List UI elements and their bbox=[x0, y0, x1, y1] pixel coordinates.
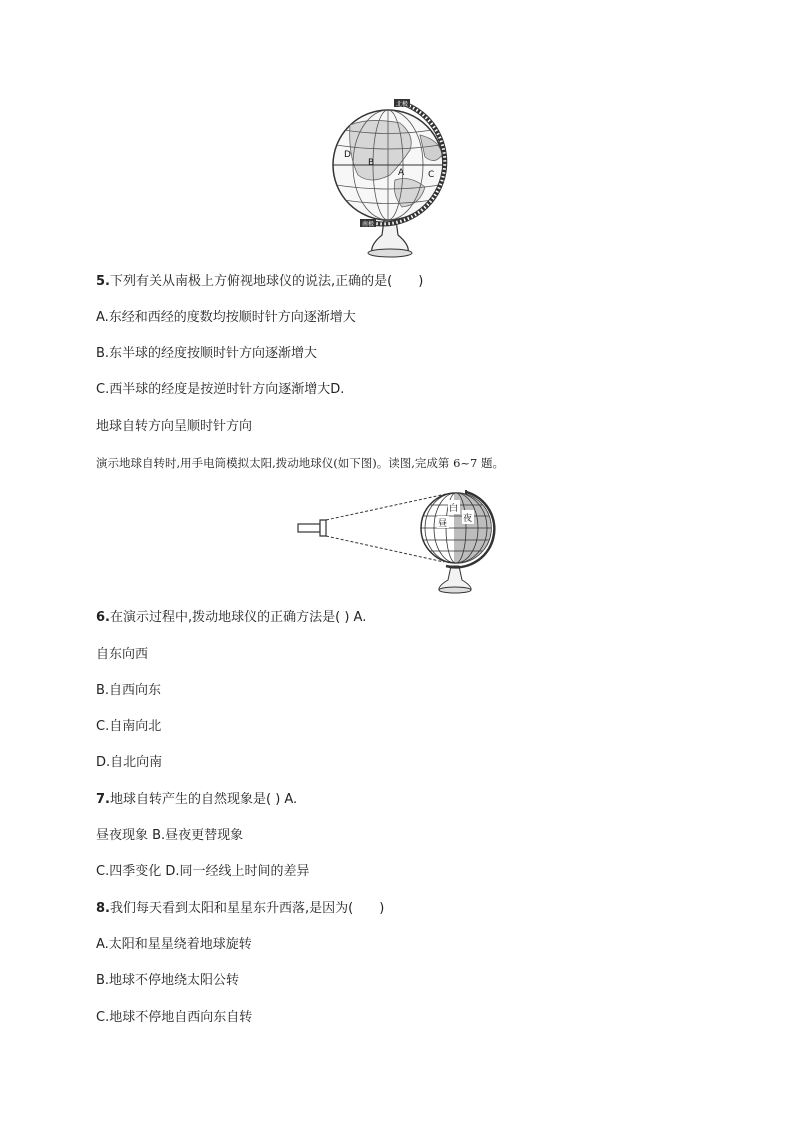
question-8-option-a: A.太阳和星星绕着地球旋转 bbox=[96, 937, 252, 952]
question-8-option-b: B.地球不停地绕太阳公转 bbox=[96, 973, 240, 988]
question-6-option-d: D.自北向南 bbox=[96, 755, 163, 770]
question-number: 8. bbox=[96, 901, 110, 916]
question-5-option-a: A.东经和西经的度数均按顺时针方向逐渐增大 bbox=[96, 310, 356, 325]
hemisphere-label: 昼 bbox=[438, 519, 448, 529]
question-5-option-c: C.西半球的经度是按逆时针方向逐渐增大D. bbox=[96, 382, 345, 397]
day-label: 白 bbox=[449, 504, 459, 514]
question-5-option-b: B.东半球的经度按顺时针方向逐渐增大 bbox=[96, 346, 318, 361]
night-label: 夜 bbox=[463, 514, 473, 524]
question-number: 5. bbox=[96, 274, 110, 289]
flashlight-globe-figure bbox=[296, 488, 501, 596]
globe-figure bbox=[330, 95, 465, 260]
question-number: 6. bbox=[96, 610, 110, 625]
question-number: 7. bbox=[96, 792, 110, 807]
point-label-a: A bbox=[398, 168, 405, 178]
question-6-option-b: B.自西向东 bbox=[96, 683, 162, 698]
question-5-stem: 5.下列有关从南极上方俯视地球仪的说法,正确的是( ) bbox=[96, 274, 424, 289]
question-8-option-c: C.地球不停地自西向东自转 bbox=[96, 1010, 253, 1025]
question-7-options-ab: 昼夜现象 B.昼夜更替现象 bbox=[96, 828, 244, 843]
question-6-stem: 6.在演示过程中,拨动地球仪的正确方法是( ) A. bbox=[96, 610, 367, 625]
question-7-options-cd: C.四季变化 D.同一经线上时间的差异 bbox=[96, 864, 310, 879]
question-6-option-c: C.自南向北 bbox=[96, 719, 162, 734]
point-label-b: B bbox=[368, 158, 375, 168]
question-5-option-d: 地球自转方向呈顺时针方向 bbox=[96, 419, 253, 434]
question-8-stem: 8.我们每天看到太阳和星星东升西落,是因为( ) bbox=[96, 901, 385, 916]
flashlight-icon bbox=[298, 524, 320, 532]
point-label-d: D bbox=[344, 150, 351, 160]
south-pole-label: 南极 bbox=[362, 221, 375, 228]
questions-6-7-intro: 演示地球自转时,用手电筒模拟太阳,拨动地球仪(如下图)。读图,完成第 6~7 题。 bbox=[96, 456, 505, 470]
point-label-c: C bbox=[428, 170, 435, 180]
question-7-stem: 7.地球自转产生的自然现象是( ) A. bbox=[96, 792, 298, 807]
north-pole-label: 北极 bbox=[396, 101, 409, 108]
question-6-option-a: 自东向西 bbox=[96, 647, 149, 662]
